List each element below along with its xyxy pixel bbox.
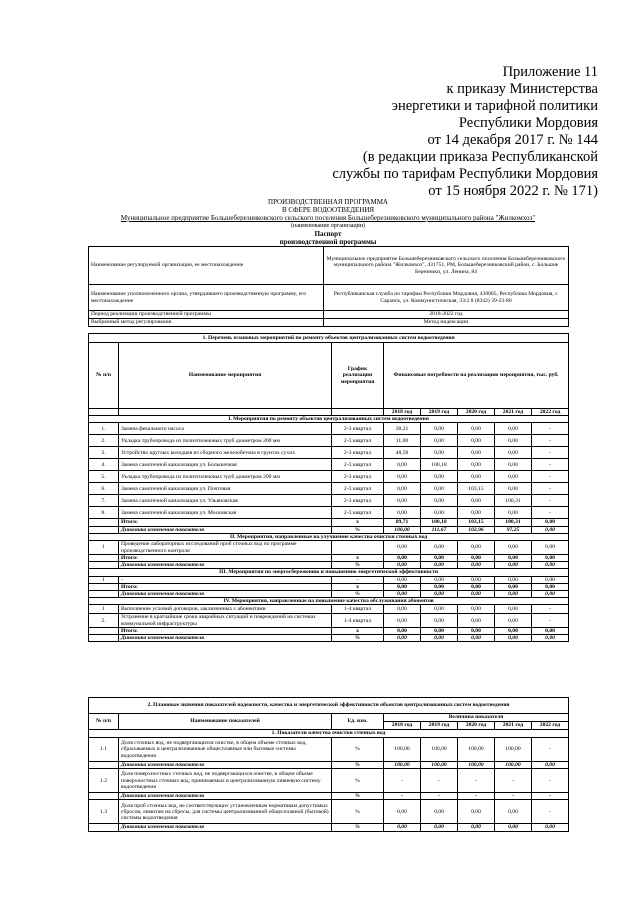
row-schedule: % <box>332 824 384 831</box>
row-number: 7. <box>89 495 119 507</box>
row-value: 0,00 <box>458 447 495 459</box>
column-header: Величина показателя <box>384 714 569 722</box>
row-value: - <box>421 793 458 800</box>
section-heading: IV. Мероприятия, направленные на повышение качества обслуживания абонентов <box>89 598 569 605</box>
row-value: 100,00 <box>495 738 532 762</box>
total-row: Итого: х 0,00 0,00 0,00 0,00 0,00 <box>89 583 569 590</box>
row-schedule: 1-4 квартал <box>332 614 384 627</box>
row-value: 0,00 <box>384 495 421 507</box>
row-value: 0,00 <box>384 507 421 519</box>
passport-label: Наименование регулируемой организации, ее местонахождение <box>89 247 324 285</box>
row-value: - <box>384 793 421 800</box>
row-value: - <box>532 423 569 435</box>
row-name: Динамика изменения показателя <box>119 762 332 769</box>
table-row <box>89 483 569 495</box>
row-value: - <box>532 769 569 793</box>
dynamics-row: Динамика изменения показателя % 0,00 0,00 0,00 0,00 0,00 <box>89 635 569 642</box>
dynamics-row <box>89 793 569 800</box>
passport-row <box>89 319 569 327</box>
table-row <box>89 459 569 471</box>
row-value: 0,00 <box>458 459 495 471</box>
header-line: от 14 декабря 2017 г. № 144 <box>427 132 598 148</box>
row-schedule: 2-3 квартал <box>332 459 384 471</box>
row-value: - <box>495 793 532 800</box>
row-number: 2. <box>89 435 119 447</box>
table-row <box>89 738 569 762</box>
section-heading: III. Мероприятия по энергосбережению и повышению энергетической эффективности <box>89 569 569 576</box>
row-name: Устранение в кратчайшие сроки аварийных ситуаций и повреждений на системах коммунальной инфраструктуры <box>119 614 332 627</box>
sphere-title: В СФЕРЕ ВОДООТВЕДЕНИЯ <box>281 206 375 214</box>
row-value: 0,00 <box>421 495 458 507</box>
row-value: 0,00 <box>421 800 458 824</box>
row-value: 0,00 <box>421 576 458 583</box>
row-schedule: 2-3 квартал <box>332 507 384 519</box>
header-line: энергетики и тарифной политики <box>391 98 598 114</box>
table-title: 2. Плановые значения показателей надежности, качества и энергетической эффективности объектов централизованных систем водоотведения <box>89 698 569 714</box>
row-value: 0,00 <box>458 471 495 483</box>
row-value: 0,00 <box>421 447 458 459</box>
row-name: Доля проб сточных вод, не соответствующих установленным нормативам допустимых сбросов, лимитам на сбросы, для системы централизованной общесплавной (бытовой) системы водоотведения <box>119 800 332 824</box>
row-value: 0,00 <box>495 447 532 459</box>
row-value: 103,15 <box>458 483 495 495</box>
year-header: 2021 год <box>495 409 532 416</box>
row-schedule: 1-4 квартал <box>332 605 384 614</box>
passport-row <box>89 311 569 319</box>
section-heading: II. Мероприятия, направленные на улучшение качества очистки сточных вод <box>89 533 569 540</box>
row-name: Выполнение условий договоров, заключенных с абонентами <box>119 605 332 614</box>
row-name: Динамика изменения показателя <box>119 824 332 831</box>
indicators-table <box>88 697 569 832</box>
organization-name: Муниципальное предприятие Большеберезниковского сельского поселения Большеберезниковского муниципального района "Жилкомхоз" <box>120 214 536 222</box>
row-number: 3. <box>89 447 119 459</box>
section-heading: 1. Показатели качества очистки сточных вод <box>89 730 569 738</box>
row-schedule: 2-3 квартал <box>332 471 384 483</box>
row-number: 5. <box>89 471 119 483</box>
column-header: № п/п <box>89 714 119 730</box>
row-value: 0,00 <box>532 576 569 583</box>
passport-value: Метод индексации <box>324 319 569 327</box>
row-value: - <box>458 793 495 800</box>
row-value: - <box>384 769 421 793</box>
row-value: - <box>532 495 569 507</box>
row-value: - <box>532 507 569 519</box>
year-header: 2022 год <box>532 409 569 416</box>
dynamics-row: Динамика изменения показателя % 0,00 0,00 0,00 0,00 0,00 <box>89 591 569 598</box>
row-name: Замена самотечной канализации ул. Ульяновская <box>119 495 332 507</box>
year-header: 2018 год <box>384 722 421 730</box>
row-value: 0,00 <box>532 762 569 769</box>
table-row <box>89 423 569 435</box>
row-value: 11,00 <box>384 435 421 447</box>
passport-title: Паспорт <box>314 230 342 238</box>
passport-value: Республиканская служба по тарифам Республики Мордовия, 430005, Республика Мордовия, г. Саранск, ул. Коммунистическая, 33/2 8 (8342) 39-23-80 <box>324 285 569 311</box>
row-name: Замена самотечной канализации ул. Почтовая <box>119 483 332 495</box>
header-line: от 15 ноября 2022 г. № 171) <box>428 183 598 199</box>
passport-label: Выбранный метод регулирования <box>89 319 324 327</box>
row-value: 0,00 <box>421 471 458 483</box>
row-value: 0,00 <box>495 576 532 583</box>
table-row <box>89 435 569 447</box>
row-value: - <box>532 471 569 483</box>
passport-value: Муниципальное предприятие Большеберезниковского сельского поселения Большеберезниковского муниципального района "Жилкомхоз", 431751, РМ, Большеберезниковский район, с. Большие Березники, ул. Ленина, 84 <box>324 247 569 285</box>
row-value: 0,00 <box>384 800 421 824</box>
row-value: 0,00 <box>495 800 532 824</box>
row-value: 100,00 <box>421 738 458 762</box>
row-number: 1 <box>89 605 119 614</box>
row-value: 0,00 <box>532 541 569 555</box>
row-value: 0,00 <box>421 605 458 614</box>
row-number: 4. <box>89 459 119 471</box>
row-value: 100,31 <box>495 495 532 507</box>
row-value: - <box>458 769 495 793</box>
row-value: 0,00 <box>495 423 532 435</box>
row-value: 0,00 <box>458 824 495 831</box>
row-value: 30,21 <box>384 423 421 435</box>
row-name: Проведение лабораторных исследований проб сточных вод по программе производственного контроля <box>119 541 332 555</box>
row-value: - <box>532 483 569 495</box>
row-value: - <box>532 447 569 459</box>
passport-label: Наименование уполномоченного органа, утвердившего производственную программу, его местонахождение <box>89 285 324 311</box>
row-value: 100,00 <box>458 738 495 762</box>
row-value: - <box>421 769 458 793</box>
row-value: - <box>532 459 569 471</box>
row-name: Укладка трубопровода из полиэтиленовых труб диаметром 200 мм <box>119 435 332 447</box>
row-schedule: % <box>332 762 384 769</box>
year-header: 2021 год <box>495 722 532 730</box>
column-header: Финансовые потребности на реализацию мероприятия, тыс. руб. <box>384 343 569 409</box>
row-value: 100,00 <box>458 762 495 769</box>
row-value: 100,00 <box>384 762 421 769</box>
passport-row <box>89 247 569 285</box>
dynamics-row <box>89 824 569 831</box>
year-header: 2022 год <box>532 722 569 730</box>
column-header: Наименование показателей <box>119 714 332 730</box>
row-name: Замена фекального насоса <box>119 423 332 435</box>
row-value: 0,00 <box>384 471 421 483</box>
passport-label: Период реализации производственной программы <box>89 311 324 319</box>
passport-value: 2018-2022 год <box>324 311 569 319</box>
row-schedule: - <box>332 576 384 583</box>
row-value: - <box>532 800 569 824</box>
table-row <box>89 605 569 614</box>
total-row: Итого: х 89,71 100,18 103,15 100,31 0,00 <box>89 519 569 526</box>
row-schedule: % <box>332 793 384 800</box>
header-line: Приложение 11 <box>502 64 598 80</box>
year-header: 2020 год <box>458 722 495 730</box>
row-value: 0,00 <box>495 483 532 495</box>
row-value: 0,00 <box>458 576 495 583</box>
row-value: 0,00 <box>384 459 421 471</box>
year-header: 2018 год <box>384 409 421 416</box>
column-header: График реализации мероприятия <box>332 343 384 409</box>
row-value: - <box>532 793 569 800</box>
column-header: Наименование мероприятия <box>119 343 332 409</box>
row-value: 0,00 <box>384 605 421 614</box>
row-value: - <box>532 435 569 447</box>
row-name: Доля поверхностных сточных вод, не подвергающихся очистке, в общем объеме поверхностных сточных вод, принимаемых в централизованную ливневую систему водоотведения <box>119 769 332 793</box>
table-row <box>89 447 569 459</box>
row-number: 6. <box>89 483 119 495</box>
row-value: 0,00 <box>384 541 421 555</box>
header-line: к приказу Министерства <box>446 81 598 97</box>
repair-measures-table <box>88 333 569 642</box>
row-name: Устройство круглых колодцев из сборного железобетона в грунтах сухих <box>119 447 332 459</box>
row-value: 0,00 <box>421 507 458 519</box>
row-value: 0,00 <box>495 459 532 471</box>
row-schedule: 2-3 квартал <box>332 447 384 459</box>
row-value: - <box>532 605 569 614</box>
total-row: Итого: х 0,00 0,00 0,00 0,00 0,00 <box>89 627 569 634</box>
table-row <box>89 769 569 793</box>
table-title: 1. Перечень плановых мероприятий по ремонту объектов централизованных систем водоотведения <box>89 334 569 343</box>
row-value: 0,00 <box>495 614 532 627</box>
row-schedule: 2-3 квартал <box>332 483 384 495</box>
row-value: 0,00 <box>458 507 495 519</box>
row-value: 0,00 <box>458 800 495 824</box>
section-heading: I. Мероприятия по ремонту объектов централизованных систем водоотведения <box>89 416 569 423</box>
year-header: 2019 год <box>421 409 458 416</box>
row-value: 0,00 <box>495 471 532 483</box>
row-number: 1 <box>89 541 119 555</box>
year-header: 2020 год <box>458 409 495 416</box>
row-value: - <box>495 769 532 793</box>
table-row <box>89 576 569 583</box>
row-value: 0,00 <box>495 435 532 447</box>
year-header: 2019 год <box>421 722 458 730</box>
row-number: 8. <box>89 507 119 519</box>
table-row <box>89 541 569 555</box>
row-number <box>89 793 119 800</box>
row-schedule <box>332 541 384 555</box>
table-row <box>89 471 569 483</box>
row-value: 48,50 <box>384 447 421 459</box>
row-schedule: % <box>332 800 384 824</box>
row-number: 1. <box>89 423 119 435</box>
passport-row <box>89 285 569 311</box>
table-row <box>89 495 569 507</box>
row-value: - <box>532 738 569 762</box>
row-name: - <box>119 576 332 583</box>
column-header: № п/п <box>89 343 119 409</box>
row-value: 0,00 <box>421 423 458 435</box>
row-value: 100,00 <box>421 762 458 769</box>
row-name: Укладка трубопровода из полиэтиленовых труб диаметром 200 мм <box>119 471 332 483</box>
total-row: Итого: х 0,00 0,00 0,00 0,00 0,00 <box>89 555 569 562</box>
table-row <box>89 800 569 824</box>
header-line: службы по тарифам Республики Мордовия <box>332 166 598 182</box>
row-value: 0,00 <box>384 614 421 627</box>
document-titles <box>88 198 568 246</box>
row-value: 0,00 <box>421 541 458 555</box>
row-schedule: 2-3 квартал <box>332 495 384 507</box>
row-value: 100,00 <box>495 762 532 769</box>
row-number <box>89 762 119 769</box>
column-header: Ед. изм. <box>332 714 384 730</box>
table-row <box>89 507 569 519</box>
row-number: 1 <box>89 576 119 583</box>
row-value: 0,00 <box>421 483 458 495</box>
row-number <box>89 824 119 831</box>
row-value: 0,00 <box>532 824 569 831</box>
row-value: 0,00 <box>421 435 458 447</box>
row-number: 2. <box>89 614 119 627</box>
row-number: 1.1 <box>89 738 119 762</box>
passport-table <box>88 246 569 327</box>
row-value: 0,00 <box>384 824 421 831</box>
dynamics-row: Динамика изменения показателя % 0,00 0,00 0,00 0,00 0,00 <box>89 562 569 569</box>
row-name: Доля сточных вод, не подвергающихся очистке, в общем объеме сточных вод, сбрасываемых в централизованные общесплавные или бытовые системы водоотведения <box>119 738 332 762</box>
dynamics-row <box>89 762 569 769</box>
row-value: 0,00 <box>495 824 532 831</box>
row-value: 0,00 <box>458 495 495 507</box>
row-value: 100,18 <box>421 459 458 471</box>
row-schedule: 2-3 квартал <box>332 435 384 447</box>
row-value: 0,00 <box>421 614 458 627</box>
header-line: Республики Мордовия <box>458 115 598 131</box>
header-line: (в редакции приказа Республиканской <box>362 149 598 165</box>
row-value: 0,00 <box>421 824 458 831</box>
row-value: 0,00 <box>458 435 495 447</box>
row-value: 0,00 <box>384 483 421 495</box>
row-value: 0,00 <box>458 614 495 627</box>
row-value: 0,00 <box>495 605 532 614</box>
row-value: 0,00 <box>458 541 495 555</box>
row-name: Динамика изменения показателя <box>119 793 332 800</box>
dynamics-row: Динамика изменения показателя % 100,00 111,67 102,96 97,25 0,00 <box>89 526 569 533</box>
program-title: ПРОИЗВОДСТВЕННАЯ ПРОГРАММА <box>268 198 388 206</box>
row-value: 0,00 <box>458 423 495 435</box>
row-name: Замена самотечной канализации ул. Московская <box>119 507 332 519</box>
row-schedule: % <box>332 738 384 762</box>
row-value: - <box>532 614 569 627</box>
row-number: 1.3 <box>89 800 119 824</box>
row-value: 100,00 <box>384 738 421 762</box>
row-schedule: 2-3 квартал <box>332 423 384 435</box>
table-row <box>89 614 569 627</box>
row-value: 0,00 <box>495 507 532 519</box>
row-name: Замена самотечной канализации ул. Большечная <box>119 459 332 471</box>
row-schedule: % <box>332 769 384 793</box>
row-number: 1.2 <box>89 769 119 793</box>
row-value: 0,00 <box>495 541 532 555</box>
appendix-header <box>298 64 598 200</box>
organization-note: (наименование организации) <box>291 223 365 229</box>
row-value: 0,00 <box>458 605 495 614</box>
row-value: 0,00 <box>384 576 421 583</box>
passport-subtitle: производственной программы <box>279 238 377 246</box>
